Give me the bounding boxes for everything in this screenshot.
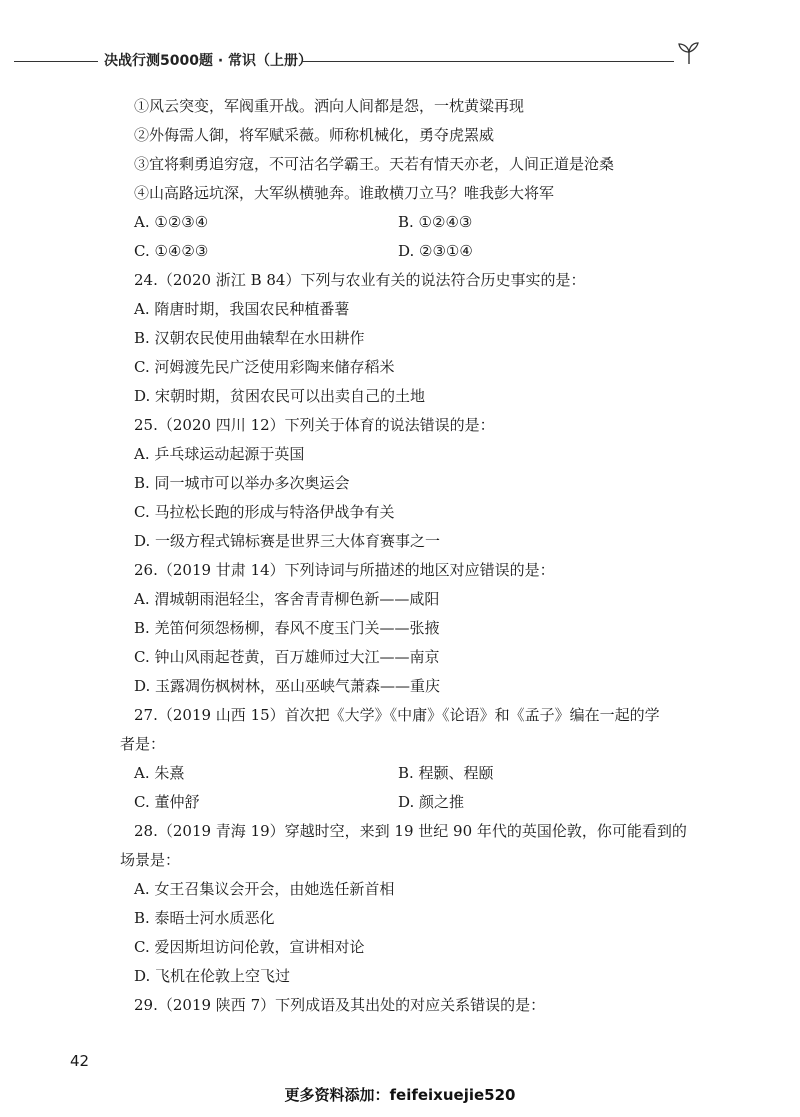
option-b: B. ①②④③ [398, 213, 473, 231]
question-24-option-b: B. 汉朝农民使用曲辕犁在水田耕作 [134, 329, 365, 347]
options-row-2 [134, 237, 690, 266]
header-rule-right [302, 61, 674, 62]
question-27-option-c: C. 董仲舒 [134, 793, 200, 811]
statement-2: ②外侮需人御，将军赋采薇。师称机械化，勇夺虎罴威 [134, 126, 495, 144]
statement-3: ③宜将剩勇追穷寇，不可沽名学霸王。天若有情天亦老，人间正道是沧桑 [134, 155, 615, 173]
question-27-options-row-2 [134, 788, 690, 817]
question-28-stem: 28.（2019 青海 19）穿越时空，来到 19 世纪 90 年代的英国伦敦，你可能看到的 [134, 822, 687, 840]
question-27-stem-continued: 者是： [120, 735, 166, 753]
question-27-option-d: D. 颜之推 [398, 793, 465, 811]
question-25-option-a: A. 乒乓球运动起源于英国 [134, 445, 305, 463]
question-25-option-c: C. 马拉松长跑的形成与特洛伊战争有关 [134, 503, 395, 521]
sprout-icon [676, 40, 702, 66]
option-a: A. ①②③④ [134, 213, 209, 231]
statement-4: ④山高路远坑深，大军纵横驰奔。谁敢横刀立马？唯我彭大将军 [134, 184, 555, 202]
question-24-option-d: D. 宋朝时期，贫困农民可以出卖自己的土地 [134, 387, 426, 405]
question-26-option-d: D. 玉露凋伤枫树林，巫山巫峡气萧森——重庆 [134, 677, 441, 695]
question-25-option-d: D. 一级方程式锦标赛是世界三大体育赛事之一 [134, 532, 441, 550]
question-27-option-b: B. 程颢、程颐 [398, 764, 494, 782]
question-28-option-d: D. 飞机在伦敦上空飞过 [134, 967, 291, 985]
running-header [0, 44, 800, 74]
question-26-stem: 26.（2019 甘肃 14）下列诗词与所描述的地区对应错误的是： [134, 561, 555, 579]
question-26-option-b: B. 羌笛何须怨杨柳，春风不度玉门关——张掖 [134, 619, 440, 637]
question-26-option-c: C. 钟山风雨起苍黄，百万雄师过大江——南京 [134, 648, 440, 666]
option-c: C. ①④②③ [134, 242, 209, 260]
question-27-stem: 27.（2019 山西 15）首次把《大学》《中庸》《论语》和《孟子》编在一起的学 [134, 706, 660, 724]
question-25-option-b: B. 同一城市可以举办多次奥运会 [134, 474, 350, 492]
question-27-options-row-1 [134, 759, 690, 788]
options-row-1 [134, 208, 690, 237]
question-28-stem-continued: 场景是： [120, 851, 181, 869]
question-28-option-a: A. 女王召集议会开会，由她选任新首相 [134, 880, 395, 898]
page-number: 42 [70, 1052, 90, 1070]
statement-1: ①风云突变，军阀重开战。洒向人间都是怨，一枕黄粱再现 [134, 97, 525, 115]
question-28-option-b: B. 泰晤士河水质恶化 [134, 909, 275, 927]
question-27-option-a: A. 朱熹 [134, 764, 185, 782]
question-25-stem: 25.（2020 四川 12）下列关于体育的说法错误的是： [134, 416, 495, 434]
header-rule-left [14, 61, 98, 62]
question-24-option-c: C. 河姆渡先民广泛使用彩陶来储存稻米 [134, 358, 395, 376]
question-29-stem: 29.（2019 陕西 7）下列成语及其出处的对应关系错误的是： [134, 996, 546, 1014]
page-content [120, 92, 690, 1020]
option-d: D. ②③①④ [398, 242, 473, 260]
question-26-option-a: A. 渭城朝雨浥轻尘，客舍青青柳色新——咸阳 [134, 590, 440, 608]
header-title: 决战行测5000题 · 常识（上册） [104, 53, 313, 69]
footer-note: 更多资料添加：feifeixuejie520 [284, 1086, 516, 1104]
question-24-stem: 24.（2020 浙江 B 84）下列与农业有关的说法符合历史事实的是： [134, 271, 586, 289]
question-28-option-c: C. 爱因斯坦访问伦敦，宣讲相对论 [134, 938, 365, 956]
question-24-option-a: A. 隋唐时期，我国农民种植番薯 [134, 300, 350, 318]
